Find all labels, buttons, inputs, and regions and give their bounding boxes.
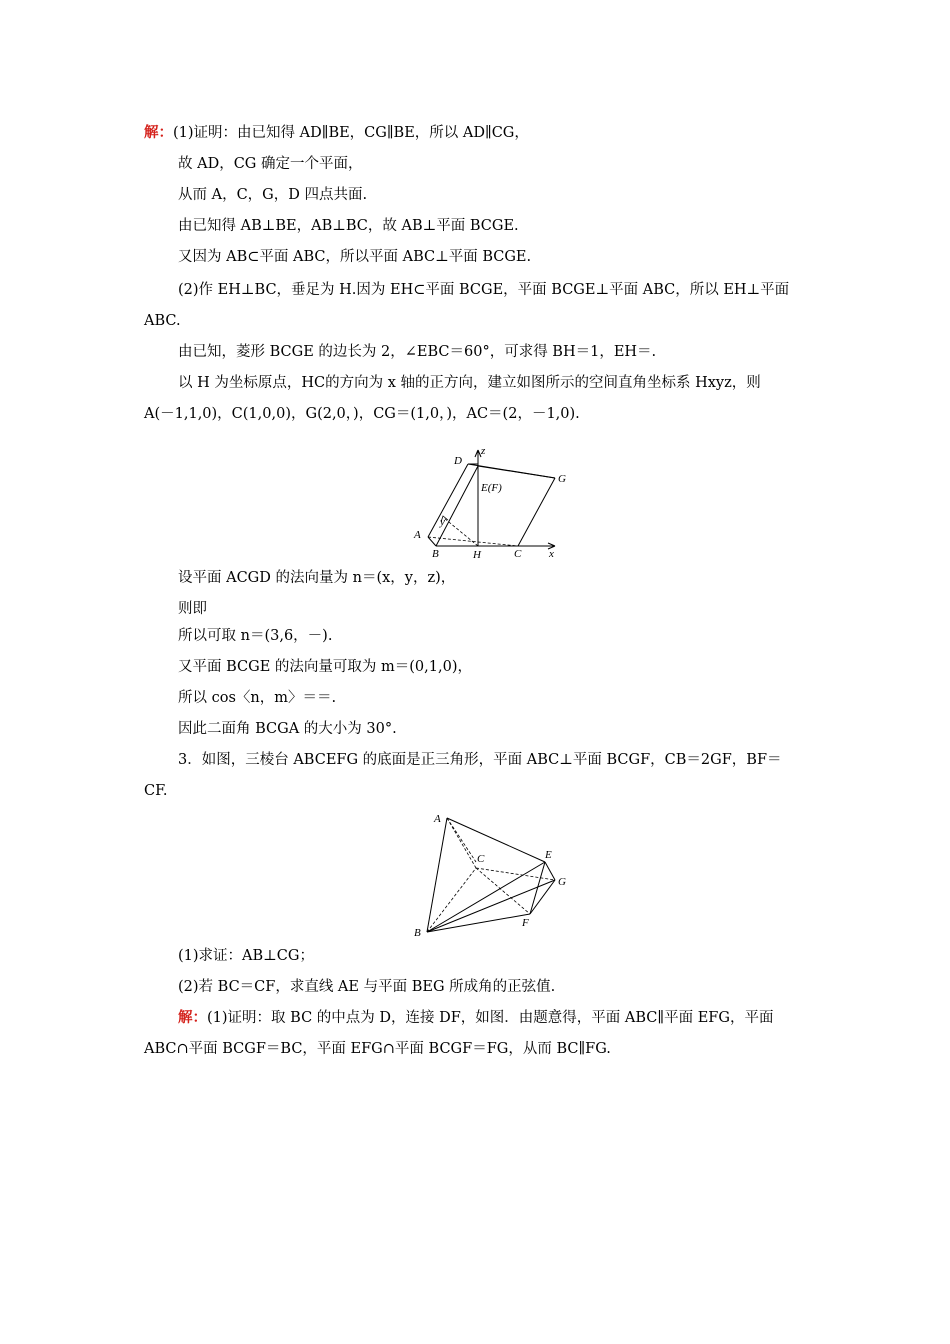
solution1-line-16: 因此二面角 BCGA 的大小为 30°. [178, 721, 397, 737]
solution1-line-13: 所以可取 n＝(3,6，－). [178, 628, 333, 644]
label-G: G [558, 876, 566, 888]
y-axis-dashed [444, 518, 478, 546]
solution1-line-14: 又平面 BCGE 的法向量可取为 m＝(0,1,0)， [178, 659, 472, 675]
edge-AB [428, 537, 436, 546]
solution3-line-2: ABC∩平面 BCGF＝BC，平面 EFG∩平面 BCGF＝FG，从而 BC∥FG. [144, 1041, 611, 1057]
solution3-text-1: (1)证明：取 BC 的中点为 D，连接 DF，如图．由题意得，平面 ABC∥平面 EFG，平面 [207, 1010, 774, 1026]
label-E: E [545, 849, 552, 861]
solution1-line-10: A(－1,1,0)，C(1,0,0)，G(2,0，)，CG＝(1,0，)，AC＝(2，－1,0). [144, 406, 580, 422]
solution-label: 解： [178, 1009, 207, 1026]
solution1-line-1 [144, 124, 809, 142]
problem3-line-1: 3．如图，三棱台 ABCEFG 的底面是正三角形，平面 ABC⊥平面 BCGF，CB＝2GF，BF＝ [178, 752, 782, 768]
solution1-line-3: 从而 A，C，G，D 四点共面. [178, 187, 368, 203]
solution1-line-4: 由已知得 AB⊥BE，AB⊥BC，故 AB⊥平面 BCGE. [178, 218, 519, 234]
label-G: G [558, 473, 566, 485]
label-x: x [549, 548, 554, 560]
problem3-question-1: (1)求证：AB⊥CG； [178, 948, 314, 964]
solution1-line-6: (2)作 EH⊥BC，垂足为 H.因为 EH⊂平面 BCGE，平面 BCGE⊥平面 ABC，所以 EH⊥平面 [178, 282, 790, 298]
edge-BE [436, 466, 478, 546]
label-y: y [440, 516, 445, 528]
solution1-line-9: 以 H 为坐标原点，HC的方向为 x 轴的正方向，建立如图所示的空间直角坐标系 Hxyz，则 [178, 375, 761, 391]
edge-EG [478, 466, 555, 478]
solution1-text-1: (1)证明：由已知得 AD∥BE，CG∥BE，所以 AD∥CG， [173, 125, 529, 141]
solution1-line-7: ABC. [144, 313, 181, 329]
edge-EG [545, 862, 555, 880]
solution1-line-11: 设平面 ACGD 的法向量为 n＝(x，y，z)， [178, 570, 456, 586]
label-B: B [414, 927, 421, 939]
problem3-question-2: (2)若 BC＝CF，求直线 AE 与平面 BEG 所成角的正弦值. [178, 979, 556, 995]
problem3-line-2: CF. [144, 783, 168, 799]
label-z: z [481, 445, 486, 457]
solution1-line-8: 由已知，菱形 BCGE 的边长为 2，∠EBC＝60°，可求得 BH＝1，EH＝. [178, 344, 657, 360]
edge-GC [518, 478, 555, 546]
label-A: A [414, 529, 421, 541]
solution1-line-5: 又因为 AB⊂平面 ABC，所以平面 ABC⊥平面 BCGE. [178, 249, 532, 265]
solution1-line-15: 所以 cos〈n，m〉＝＝. [178, 690, 337, 706]
label-C: C [514, 548, 522, 560]
solution3-line-1 [178, 1009, 809, 1027]
label-H: H [473, 549, 481, 561]
label-C: C [477, 853, 485, 865]
edge-AD [428, 464, 468, 537]
label-EF: E(F) [481, 482, 502, 494]
figure-frustum [410, 810, 575, 940]
label-A: A [434, 813, 441, 825]
label-F: F [522, 917, 529, 929]
solution-label: 解： [144, 124, 173, 141]
edge-AC-dashed [447, 818, 476, 868]
label-B: B [432, 548, 439, 560]
solution1-line-2: 故 AD，CG 确定一个平面， [178, 156, 363, 172]
label-D: D [454, 455, 462, 467]
edge-AB [427, 818, 447, 932]
solution1-line-12: 则即 [178, 601, 207, 617]
figure-coordinate-system [410, 440, 580, 565]
